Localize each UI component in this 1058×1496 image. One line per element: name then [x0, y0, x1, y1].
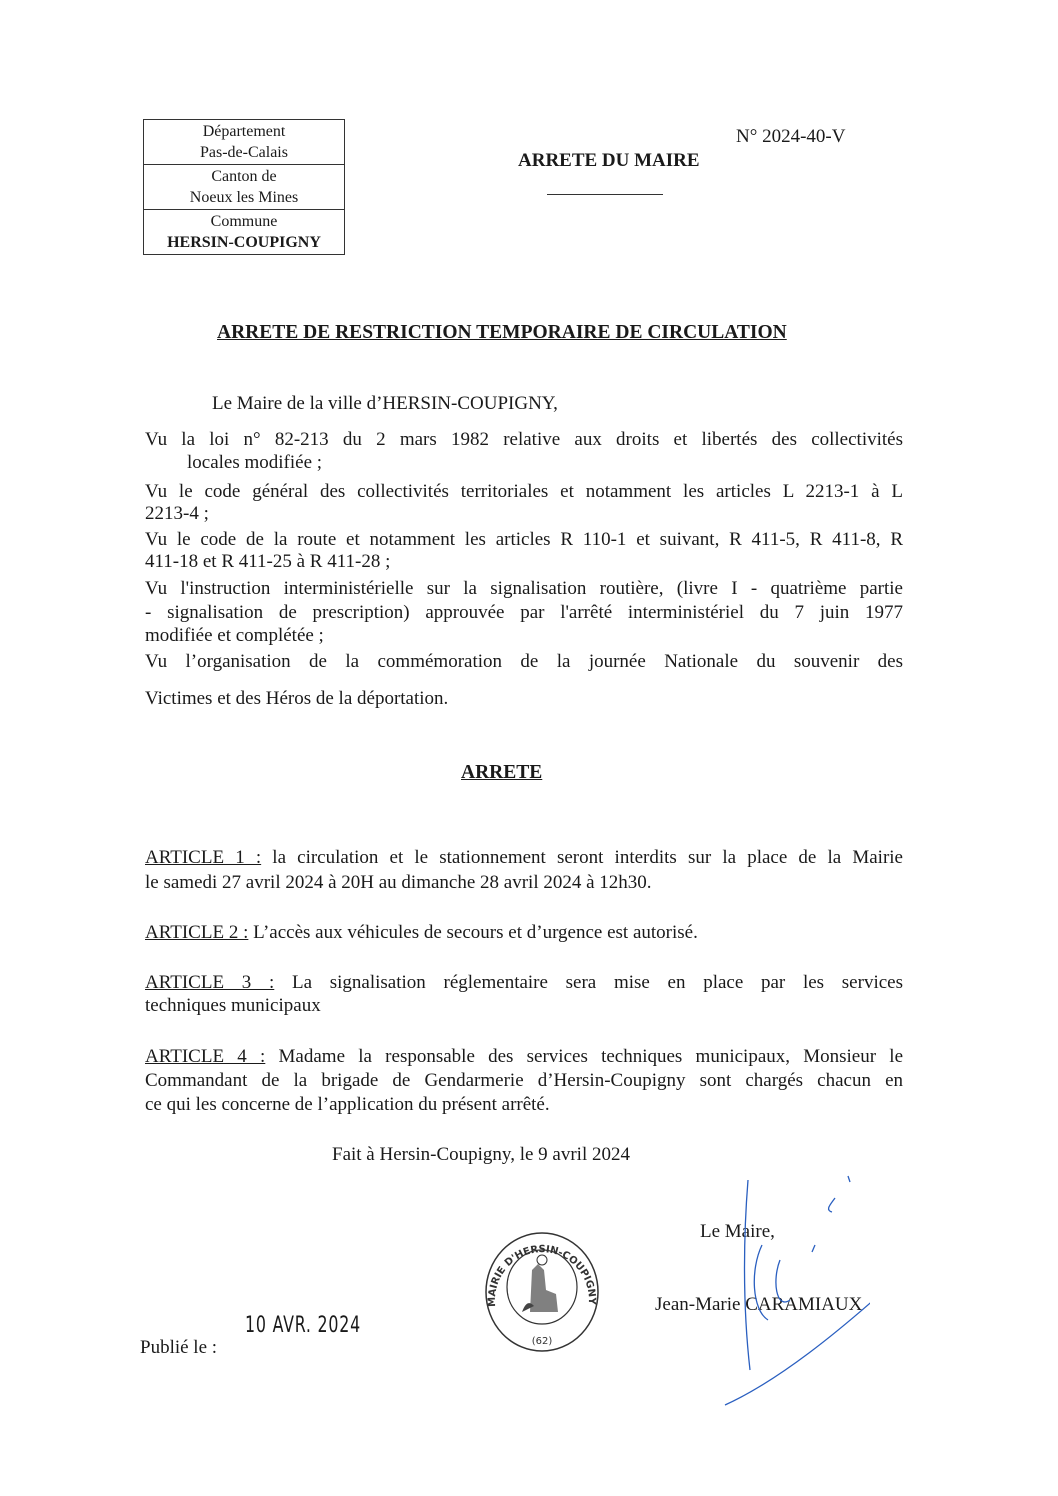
departement-label: Département [202, 123, 286, 140]
article-text: L’accès aux véhicules de secours et d’urgence est autorisé. [248, 922, 698, 943]
handwritten-signature [720, 1170, 870, 1410]
consideration-line: 2213-4 ; [145, 503, 209, 524]
canton-label: Canton de [211, 168, 277, 185]
article-1-line: le samedi 27 avril 2024 à 20H au dimanche 28 avril 2024 à 12h30. [145, 872, 652, 893]
signatory-title: Le Maire, [700, 1221, 775, 1242]
article-label: ARTICLE 1 : [145, 847, 262, 868]
header-divider [547, 194, 663, 195]
consideration-line: Victimes et des Héros de la déportation. [145, 688, 449, 709]
canton-cell [144, 164, 344, 209]
consideration-line: Vu l'instruction interministérielle sur la signalisation routière, (livre I - quatrième partie [145, 578, 903, 599]
canton-value: Noeux les Mines [189, 189, 299, 206]
article-label: ARTICLE 2 : [145, 922, 249, 943]
article-1 [145, 847, 903, 869]
article-2 [145, 922, 903, 944]
consideration-line: Vu l’organisation de la commémoration de la journée Nationale du souvenir des [145, 651, 903, 672]
departement-cell [144, 120, 344, 164]
published-date-stamp: 10 AVR. 2024 [245, 1313, 362, 1338]
article-3 [145, 972, 903, 994]
signatory-name: Jean-Marie CARAMIAUX [655, 1294, 863, 1315]
article-text: La signalisation réglementaire sera mise en place par les services [274, 972, 903, 993]
commune-value: HERSIN-COUPIGNY [167, 234, 321, 251]
article-4-line: Commandant de la brigade de Gendarmerie d’Hersin-Coupigny sont chargés chacun en [145, 1070, 903, 1091]
consideration-line: Vu le code général des collectivités territoriales et notamment les articles L 2213-1 à L [145, 481, 903, 502]
departement-value: Pas-de-Calais [200, 144, 288, 161]
consideration-line: modifiée et complétée ; [145, 625, 324, 646]
article-label: ARTICLE 3 : [145, 972, 275, 993]
svg-text:(62): (62) [531, 1336, 553, 1347]
main-title: ARRETE DE RESTRICTION TEMPORAIRE DE CIRCULATION [217, 322, 787, 343]
consideration-line: - signalisation de prescription) approuvée par l'arrêté interministériel du 7 juin 1977 [145, 602, 903, 623]
header-title: ARRETE DU MAIRE [518, 150, 700, 171]
article-3-line: techniques municipaux [145, 995, 321, 1016]
consideration-line: Vu la loi n° 82-213 du 2 mars 1982 relative aux droits et libertés des collectivités [145, 429, 903, 450]
article-label: ARTICLE 4 : [145, 1046, 266, 1067]
article-4 [145, 1046, 903, 1068]
article-text: la circulation et le stationnement seront interdits sur la place de la Mairie [261, 847, 903, 868]
arrete-heading: ARRETE [461, 762, 543, 783]
consideration-line: Vu le code de la route et notamment les articles R 110-1 et suivant, R 411-5, R 411-8, R [145, 529, 903, 550]
svg-text:MAIRIE D'HERSIN-COUPIGNY: MAIRIE D'HERSIN-COUPIGNY [486, 1244, 598, 1307]
published-label: Publié le : [140, 1337, 218, 1358]
consideration-line: locales modifiée ; [187, 452, 323, 473]
document-number: N° 2024-40-V [736, 126, 846, 147]
article-4-line: ce qui les concerne de l’application du présent arrêté. [145, 1094, 550, 1115]
municipal-seal-icon [482, 1230, 602, 1354]
commune-cell [144, 209, 344, 254]
administrative-header-box [143, 119, 345, 255]
article-text: Madame la responsable des services techniques municipaux, Monsieur le [265, 1046, 903, 1067]
commune-label: Commune [210, 213, 278, 230]
place-date: Fait à Hersin-Coupigny, le 9 avril 2024 [332, 1144, 630, 1165]
consideration-line: 411-18 et R 411-25 à R 411-28 ; [145, 551, 391, 572]
intro-line: Le Maire de la ville d’HERSIN-COUPIGNY, [212, 393, 558, 414]
